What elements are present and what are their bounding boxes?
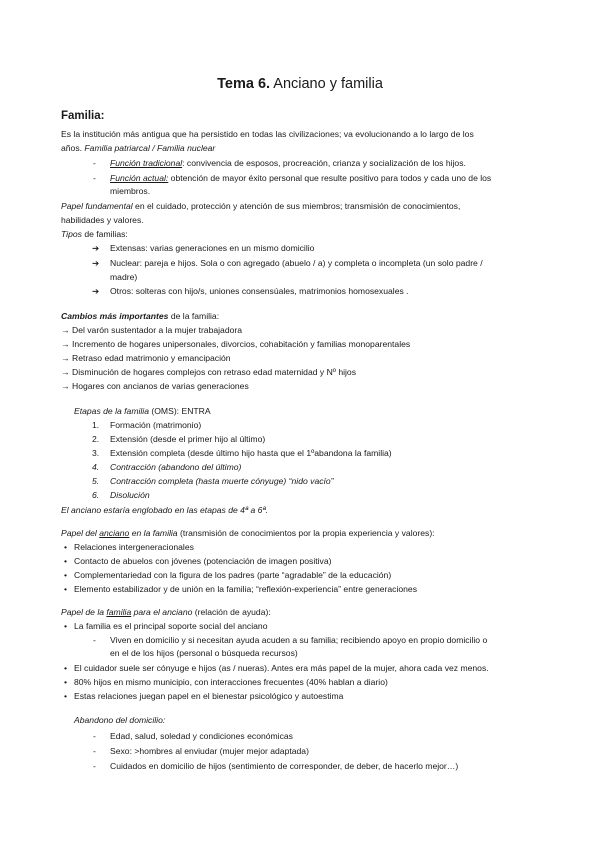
cambio-item: → Del varón sustentador a la mujer trabajadora	[61, 325, 243, 335]
bullet-icon: •	[64, 542, 68, 552]
etapas-note: El anciano estaría englobado en las etapas de 4ª a 6ª.	[61, 505, 269, 515]
etapa-number: 4.	[92, 462, 100, 472]
etapa-number: 3.	[92, 448, 100, 458]
papel-familia-l3: para el anciano	[131, 607, 193, 617]
funcion-actual-cont: miembros.	[110, 186, 151, 196]
papel-anciano-heading	[61, 528, 435, 539]
bullet-icon: •	[64, 663, 68, 673]
etapa-number: 5.	[92, 476, 100, 486]
intro-text: años.	[61, 143, 85, 153]
papel-familia-sub-cont: en el de los hijos (personal o búsqueda recursos)	[110, 648, 298, 658]
cambio-item: → Hogares con ancianos de varias generaciones	[61, 381, 249, 391]
abandono-item: Cuidados en domicilio de hijos (sentimiento de corresponder, de deber, de hacerlo mejor…)	[110, 761, 459, 771]
bullet-icon: •	[64, 691, 68, 701]
bullet-icon: •	[64, 677, 68, 687]
papel-familia-heading	[61, 607, 271, 618]
etapas-text: (OMS): ENTRA	[149, 406, 211, 416]
tipos-label: Tipos	[61, 229, 82, 239]
etapas-heading	[74, 406, 211, 417]
etapa-number: 6.	[92, 490, 100, 500]
funcion-dash-2: -	[93, 173, 96, 183]
funcion-dash-1: -	[93, 158, 96, 168]
title-bold: Tema 6.	[217, 76, 271, 92]
abandono-heading: Abandono del domicilio:	[74, 715, 166, 725]
funcion-tradicional-text: : convivencia de esposos, procreación, crianza y socialización de los hijos.	[182, 158, 466, 168]
etapas-label: Etapas de la familia	[74, 406, 149, 416]
tipo-item-otros: Otros: solteras con hijo/s, uniones consensúales, matrimonios homosexuales .	[110, 286, 409, 296]
dash-icon: -	[93, 746, 96, 756]
papel-familia-item: El cuidador suele ser cónyuge e hijos (as / nueras). Antes era más papel de la mujer, ahora cada vez menos.	[74, 663, 489, 673]
sub-dash: -	[93, 635, 96, 645]
cambios-heading	[61, 311, 219, 322]
papel-familia-item: 80% hijos en mismo municipio, con interacciones frecuentes (40% hablan a diario)	[74, 677, 388, 687]
etapa-item: Extensión completa (desde último hijo hasta que el 1ºabandona la familia)	[110, 448, 392, 458]
intro-italic: Familia patriarcal / Familia nuclear	[84, 143, 216, 153]
papel-anciano-l1: Papel del	[61, 528, 100, 538]
papel-familia-item: La familia es el principal soporte social del anciano	[74, 621, 268, 631]
arrow-icon: ➔	[92, 243, 100, 253]
papel-anciano-item: Contacto de abuelos con jóvenes (potenciación de imagen positiva)	[74, 556, 332, 566]
familia-intro-line2	[61, 143, 215, 154]
bullet-icon: •	[64, 570, 68, 580]
cambio-item: → Retraso edad matrimonio y emancipación	[61, 353, 231, 363]
cambios-text: de la familia:	[168, 311, 220, 321]
papel-anciano-l2: anciano	[99, 528, 130, 538]
etapa-number: 1.	[92, 420, 100, 430]
etapa-number: 2.	[92, 434, 100, 444]
bullet-icon: •	[64, 621, 68, 631]
familia-intro-line1: Es la institución más antigua que ha persistido en todas las civilizaciones; va evolucionando a lo largo de los	[61, 129, 474, 139]
papel-familia-text: (relación de ayuda):	[192, 607, 271, 617]
arrow-icon: ➔	[92, 258, 100, 268]
bullet-icon: •	[64, 556, 68, 566]
etapa-item: Formación (matrimonio)	[110, 420, 202, 430]
etapa-item: Contracción completa (hasta muerte cónyuge) “nido vacío”	[110, 476, 334, 486]
funcion-tradicional-label: Función tradicional	[110, 158, 183, 168]
tipos-text: de familias:	[81, 229, 128, 239]
tipo-item-extensas: Extensas: varias generaciones en un mismo domicilio	[110, 243, 315, 253]
funcion-actual-text: obtención de mayor éxito personal que resulte positivo para todos y cada uno de los	[168, 173, 492, 183]
papel-fundamental-cont: habilidades y valores.	[61, 215, 144, 225]
etapa-item: Disolución	[110, 490, 150, 500]
dash-icon: -	[93, 761, 96, 771]
papel-familia-sub: Viven en domicilio y si necesitan ayuda acuden a su familia; recibiendo apoyo en propio domicilio o	[110, 635, 488, 645]
papel-fundamental-text: en el cuidado, protección y atención de sus miembros; transmisión de conocimientos,	[132, 201, 461, 211]
tipo-item-nuclear-cont: madre)	[110, 272, 138, 282]
etapa-item: Extensión (desde el primer hijo al último)	[110, 434, 266, 444]
papel-familia-l2: familia	[106, 607, 132, 617]
papel-familia-item: Estas relaciones juegan papel en el bienestar psicológico y autoestima	[74, 691, 344, 701]
papel-familia-l1: Papel de la	[61, 607, 107, 617]
cambio-item: → Disminución de hogares complejos con retraso edad maternidad y Nº hijos	[61, 367, 356, 377]
papel-anciano-text: (transmisión de conocimientos por la propia experiencia y valores):	[177, 528, 435, 538]
abandono-item: Sexo: >hombres al enviudar (mujer mejor adaptada)	[110, 746, 309, 756]
papel-fundamental-label: Papel fundamental	[61, 201, 133, 211]
dash-icon: -	[93, 731, 96, 741]
abandono-item: Edad, salud, soledad y condiciones económicas	[110, 731, 293, 741]
papel-anciano-item: Relaciones intergeneracionales	[74, 542, 194, 552]
arrow-icon: ➔	[92, 286, 100, 296]
papel-anciano-l3: en la familia	[129, 528, 178, 538]
tipo-item-nuclear: Nuclear: pareja e hijos. Sola o con agregado (abuelo / a) y completa o incompleta (un solo padre /	[110, 258, 483, 268]
funcion-actual-label: Función actual:	[110, 173, 169, 183]
funcion-actual	[110, 173, 491, 184]
bullet-icon: •	[64, 584, 68, 594]
familia-heading: Familia:	[61, 110, 105, 122]
papel-fundamental	[61, 201, 460, 212]
tipos-heading	[61, 229, 128, 240]
papel-anciano-item: Complementariedad con la figura de los padres (parte “agradable” de la educación)	[74, 570, 392, 580]
etapa-item: Contracción (abandono del último)	[110, 462, 242, 472]
papel-anciano-item: Elemento estabilizador y de unión en la familia; “reflexión-experiencia” entre generaciones	[74, 584, 417, 594]
title-rest: Anciano y familia	[270, 76, 383, 92]
cambio-item: → Incremento de hogares unipersonales, divorcios, cohabitación y familias monoparentales	[61, 339, 411, 349]
page-title	[0, 76, 600, 92]
cambios-label: Cambios más importantes	[61, 311, 169, 321]
funcion-tradicional	[110, 158, 466, 169]
